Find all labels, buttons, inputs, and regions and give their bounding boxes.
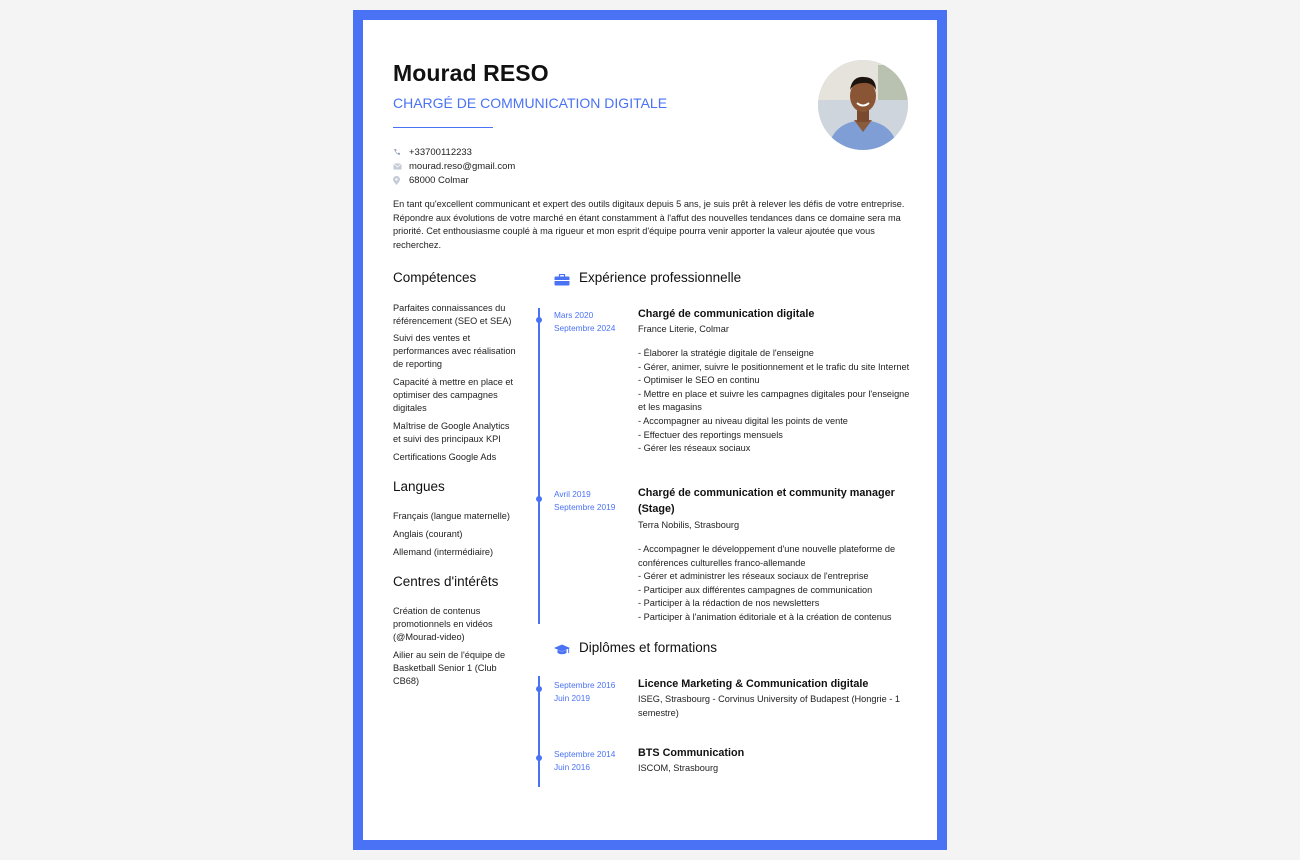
profile-summary: En tant qu'excellent communicant et expert des outils digitaux depuis 5 ans, je suis prêt à relever les défis de votre entreprise. Répondre aux évolutions de votre marché en étant constamment à l'affut des nouvelles tendances dans ce domaine sera ma priorité. Cet enthousiasme couplé à ma rigueur et mon esprit d'équipe pourra venir apporter la valeur ajoutée que vous recherchez. bbox=[393, 199, 905, 251]
contact-email bbox=[393, 159, 515, 173]
education-dates bbox=[554, 679, 615, 704]
briefcase-icon bbox=[554, 273, 570, 291]
experience-bullets bbox=[638, 543, 913, 625]
skills-heading: Compétences bbox=[393, 270, 477, 285]
phone-number: +33700112233 bbox=[409, 146, 472, 158]
contact-location bbox=[393, 173, 515, 187]
interest-item: Ailier au sein de l'équipe de Basketball Senior 1 (Club CB68) bbox=[393, 650, 506, 686]
degree-school: ISEG, Strasbourg - Corvinus University of Budapest (Hongrie - 1 semestre) bbox=[638, 694, 900, 718]
bullet-item: - Accompagner le développement d'une nouvelle plateforme de conférences culturelles franco-allemande bbox=[638, 544, 896, 568]
timeline-dot bbox=[536, 317, 542, 323]
degree-title: BTS Communication bbox=[638, 747, 745, 759]
language-item: Français (langue maternelle) bbox=[393, 511, 510, 521]
experience-timeline bbox=[538, 308, 540, 624]
timeline-dot bbox=[536, 496, 542, 502]
skill-item: Certifications Google Ads bbox=[393, 452, 497, 462]
experience-dates bbox=[554, 309, 615, 334]
timeline-dot bbox=[536, 686, 542, 692]
location-pin-icon bbox=[393, 175, 409, 185]
start-date: Mars 2020 bbox=[554, 310, 594, 320]
bullet-item: - Gérer les réseaux sociaux bbox=[638, 443, 751, 454]
education-dates bbox=[554, 748, 615, 773]
experience-company: France Literie, Colmar bbox=[638, 324, 729, 334]
end-date: Juin 2019 bbox=[554, 692, 590, 703]
candidate-name: Mourad RESO bbox=[393, 60, 549, 86]
bullet-item: - Participer à la rédaction de nos newsletters bbox=[638, 598, 820, 609]
mail-icon bbox=[393, 161, 409, 171]
experience-title: Chargé de communication et community manager (Stage) bbox=[638, 487, 895, 515]
skill-item: Maîtrise de Google Analytics et suivi des principaux KPI bbox=[393, 421, 510, 444]
bullet-item: - Gérer et administrer les réseaux sociaux de l'entreprise bbox=[638, 571, 869, 582]
job-title: CHARGÉ DE COMMUNICATION DIGITALE bbox=[393, 95, 668, 111]
education-heading: Diplômes et formations bbox=[579, 640, 718, 655]
resume-frame bbox=[353, 10, 947, 850]
bullet-item: - Participer aux différentes campagnes de communication bbox=[638, 584, 873, 595]
email-address: mourad.reso@gmail.com bbox=[409, 160, 516, 172]
profile-photo bbox=[818, 60, 908, 150]
title-underline bbox=[393, 127, 493, 128]
bullet-item: - Optimiser le SEO en continu bbox=[638, 375, 760, 386]
education-timeline bbox=[538, 676, 540, 787]
timeline-dot bbox=[536, 755, 542, 761]
degree-school: ISCOM, Strasbourg bbox=[638, 763, 719, 773]
bullet-item: - Effectuer des reportings mensuels bbox=[638, 429, 783, 440]
skill-item: Parfaites connaissances du référencement (SEO et SEA) bbox=[393, 303, 512, 326]
start-date: Septembre 2016 bbox=[554, 680, 616, 690]
contact-list bbox=[393, 145, 515, 187]
resume-page bbox=[363, 20, 937, 840]
language-item: Anglais (courant) bbox=[393, 529, 463, 539]
experience-title: Chargé de communication digitale bbox=[638, 308, 815, 320]
skill-item: Capacité à mettre en place et optimiser des campagnes digitales bbox=[393, 377, 514, 413]
end-date: Juin 2016 bbox=[554, 761, 590, 772]
graduation-cap-icon bbox=[554, 643, 570, 661]
start-date: Septembre 2014 bbox=[554, 749, 616, 759]
degree-title: Licence Marketing & Communication digitale bbox=[638, 678, 869, 690]
end-date: Septembre 2019 bbox=[554, 501, 616, 512]
skill-item: Suivi des ventes et performances avec réalisation de reporting bbox=[393, 333, 516, 369]
experience-heading: Expérience professionnelle bbox=[579, 270, 742, 285]
language-item: Allemand (intermédiaire) bbox=[393, 547, 494, 557]
contact-phone bbox=[393, 145, 515, 159]
experience-dates bbox=[554, 488, 615, 513]
bullet-item: - Mettre en place et suivre les campagnes digitales pour l'enseigne et les magasins bbox=[638, 388, 910, 413]
phone-icon bbox=[393, 147, 409, 157]
end-date: Septembre 2024 bbox=[554, 322, 616, 333]
experience-bullets bbox=[638, 347, 913, 456]
languages-heading: Langues bbox=[393, 479, 445, 494]
bullet-item: - Participer à l'animation éditoriale et à la création de contenus bbox=[638, 611, 892, 622]
profile-photo-image bbox=[818, 60, 908, 150]
location-text: 68000 Colmar bbox=[409, 174, 469, 186]
bullet-item: - Accompagner au niveau digital les points de vente bbox=[638, 415, 848, 426]
start-date: Avril 2019 bbox=[554, 489, 591, 499]
interest-item: Création de contenus promotionnels en vidéos (@Mourad-video) bbox=[393, 606, 493, 642]
bullet-item: - Élaborer la stratégie digitale de l'enseigne bbox=[638, 348, 814, 358]
experience-company: Terra Nobilis, Strasbourg bbox=[638, 520, 740, 530]
bullet-item: - Gérer, animer, suivre le positionnement et le trafic du site Internet bbox=[638, 361, 910, 372]
interests-heading: Centres d'intérêts bbox=[393, 574, 499, 589]
